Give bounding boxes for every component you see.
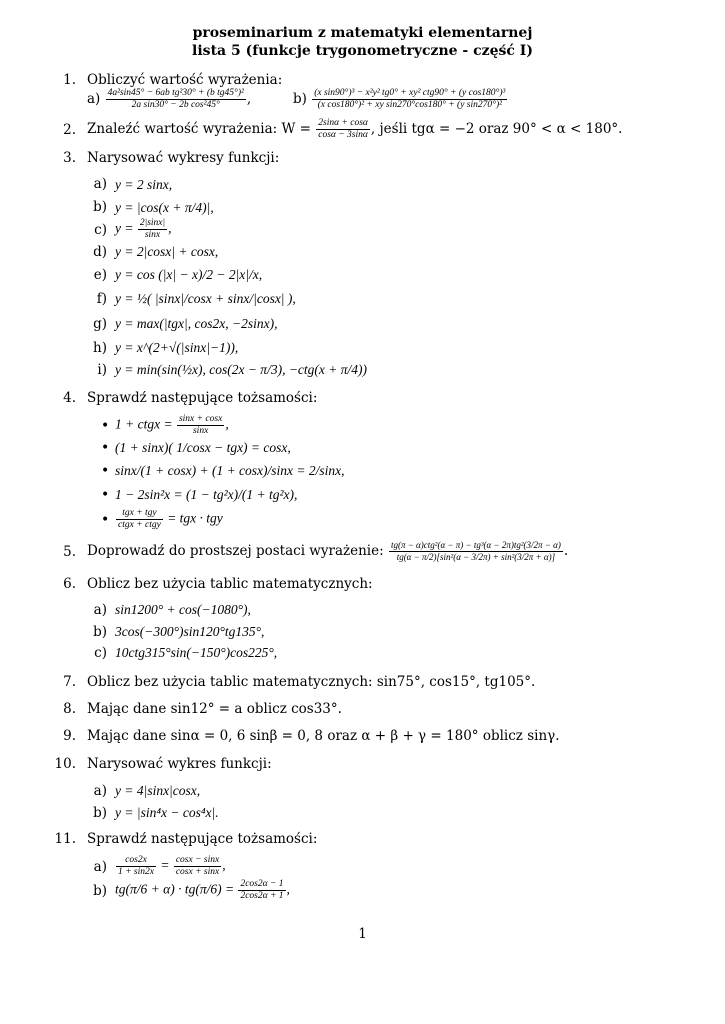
sub-expr: $\frac{\cos 2x}{1 + \sin 2x}$ = $\frac{\cos x - \sin x}{\cos x + \sin x}$ ,: [118, 855, 226, 877]
numerator: 2cos2α − 1: [240, 879, 284, 889]
item-number: 3.: [63, 150, 76, 166]
fraction: [116, 855, 156, 878]
denominator: 1 + sin2x: [118, 867, 154, 877]
numerator: tg(π − α)ctg²(α − π) − tg³(α − 2π)tg²(3/2π − α): [390, 540, 561, 550]
sub-label: b): [93, 883, 107, 899]
sub-expr: y = min(sin(½x), cos(2x − π/3), −ctg(x + π/4)): [115, 362, 368, 377]
sub-expr: sinx/(1 + cosx) + (1 + cosx)/sinx = 2/sinx,: [115, 463, 345, 478]
item-text: Sprawdź następujące tożsamości:: [87, 390, 318, 406]
bullet: •: [101, 463, 110, 479]
sub-label: g): [93, 316, 107, 332]
sub-expr: [115, 879, 290, 902]
fraction: [312, 88, 507, 111]
sub-expr: y = |cos(x + π/4)|,: [115, 200, 214, 215]
sub-expr: y = cos (|x| − x)/2 − 2|x|/x,: [115, 267, 263, 282]
item-number: 7.: [63, 674, 76, 690]
expr-part: tg(π/6 + α) · tg(π/6) =: [115, 881, 238, 897]
item-text: [87, 540, 568, 563]
item1-a: a) $\frac{\text{4a²sin45° − 6ab tg²30° + (b tg45°)²}}{\text{2a sin30° − 2b cos²45°}}$ ,: [87, 88, 252, 110]
item-label: Znaleźć wartość wyrażenia: W =: [87, 121, 311, 137]
numerator: cosx − sinx: [175, 855, 220, 865]
numerator: tgx + tgy: [116, 508, 163, 520]
expr-part: = tgx · tgy: [163, 510, 223, 526]
item-number: 9.: [63, 728, 76, 744]
sub-label: b): [293, 91, 307, 107]
sub-label: a): [93, 602, 107, 618]
sub-label: a): [93, 859, 107, 875]
item-number: 5.: [63, 544, 76, 560]
fraction: [116, 508, 163, 531]
bullet: •: [101, 418, 110, 434]
fraction: [238, 879, 285, 902]
sub-label: h): [93, 340, 107, 356]
title-line-1: proseminarium z matematyki elementarnej: [192, 25, 533, 41]
sub-label: a): [93, 783, 107, 799]
bullet: •: [101, 512, 110, 528]
sub-label: e): [93, 267, 107, 283]
sub-expr: 10ctg315°sin(−150°)cos225°,: [115, 645, 278, 660]
numerator: cos2x: [116, 855, 156, 867]
item-number: 8.: [63, 701, 76, 717]
denominator: 2a sin30° − 2b cos²45°: [131, 100, 220, 110]
sub-label: d): [93, 244, 107, 260]
sub-label: c): [94, 222, 107, 238]
sub-label: a): [93, 176, 107, 192]
sub-expr: y = x^(2+√(|sinx|−1)),: [115, 340, 239, 355]
expr-part: 1 + ctgx =: [115, 416, 176, 432]
denominator: 2cos2α + 1: [240, 891, 284, 901]
bullet: •: [101, 440, 110, 456]
sub-expr: [115, 414, 229, 437]
fraction: [106, 88, 246, 111]
item-number: 1.: [63, 72, 76, 88]
sub-expr: 3cos(−300°)sin120°tg135°,: [115, 624, 265, 639]
sub-expr: (1 + sinx)( 1/cosx − tgx) = cosx,: [115, 440, 291, 455]
numerator: (x sin90°)³ − x²y² tg0° + xy² ctg90° + (y cos180°)³: [314, 88, 506, 98]
sub-expr: [115, 218, 172, 241]
item-text: Oblicz bez użycia tablic matematycznych:: [87, 576, 373, 592]
item-text: Narysować wykres funkcji:: [87, 756, 272, 772]
item-number: 2.: [63, 122, 76, 138]
expr-part: ,: [168, 220, 172, 236]
sub-label: i): [97, 362, 107, 378]
item-text: Mając dane sinα = 0, 6 sinβ = 0, 8 oraz α + β + γ = 180° oblicz sinγ.: [87, 728, 560, 744]
item-text: Mając dane sin12° = a oblicz cos33°.: [87, 701, 342, 717]
sub-expr: [115, 508, 223, 531]
item-tail: .: [563, 543, 569, 559]
item-number: 6.: [63, 576, 76, 592]
sub-expr: y = 2 sinx,: [115, 177, 173, 192]
bullet: •: [101, 487, 110, 503]
sub-label: f): [96, 291, 107, 307]
denominator: sinx: [192, 426, 209, 436]
sub-label: b): [93, 624, 107, 640]
sub-expr: y = |sin⁴x − cos⁴x|.: [115, 805, 219, 820]
sub-label: b): [93, 199, 107, 215]
item-tail: , jeśli tgα = −2 oraz 90° < α < 180°.: [370, 121, 623, 137]
item1-b: [293, 88, 508, 111]
denominator: cosα − 3sinα: [318, 130, 368, 140]
expr-part: y =: [115, 220, 137, 236]
sub-label: b): [93, 805, 107, 821]
sub-expr: sin1200° + cos(−1080°),: [115, 602, 251, 617]
item-number: 10.: [54, 756, 76, 772]
expr-part: ,: [222, 857, 226, 873]
denominator: (x cos180°)² + xy sin270°cos180° + (y sin270°)²: [317, 100, 502, 110]
expr-part: ,: [225, 416, 229, 432]
numerator: 2sinα + cosα: [318, 118, 368, 128]
item-number: 4.: [63, 390, 76, 406]
item-text: [87, 118, 622, 141]
denominator: cosx + sinx: [175, 867, 220, 877]
item-text: Oblicz bez użycia tablic matematycznych: sin75°, cos15°, tg105°.: [87, 674, 536, 690]
sub-label: c): [94, 645, 107, 661]
item-text: Narysować wykresy funkcji:: [87, 150, 280, 166]
item-text: Sprawdź następujące tożsamości:: [87, 831, 318, 847]
sub-expr: y = 4|sinx|cosx,: [115, 783, 201, 798]
item-text: Obliczyć wartość wyrażenia:: [87, 72, 283, 88]
sub-expr: y = max(|tgx|, cos2x, −2sinx),: [115, 316, 278, 331]
numerator: sinx + cosx: [178, 414, 223, 424]
expr-part: ,: [286, 881, 290, 897]
fraction: [389, 540, 563, 563]
sub-label: a): [87, 91, 101, 107]
numerator: 4a²sin45° − 6ab tg²30° + (b tg45°)²: [107, 88, 244, 98]
numerator: 2|sinx|: [139, 218, 166, 228]
fraction: [316, 118, 370, 141]
fraction: [177, 414, 224, 437]
sub-expr: y = 2|cosx| + cosx,: [115, 244, 219, 259]
denominator: sinx: [144, 230, 161, 240]
denominator: ctgx + ctgy: [118, 520, 161, 530]
page-number: 1: [358, 926, 367, 942]
item-label: Doprowadź do prostszej postaci wyrażenie:: [87, 543, 384, 559]
title-line-2: lista 5 (funkcje trygonometryczne - część I): [192, 43, 533, 59]
fraction: [138, 218, 167, 241]
sub-expr: y = ½( |sinx|/cosx + sinx/|cosx| ),: [115, 291, 296, 306]
item-number: 11.: [54, 831, 76, 847]
fraction: [174, 855, 221, 878]
denominator: tg(α − π/2)[sin²(α − 3/2π) + sin²(3/2π + α)]: [396, 552, 556, 562]
sub-expr: 1 − 2sin²x = (1 − tg²x)/(1 + tg²x),: [115, 487, 298, 502]
